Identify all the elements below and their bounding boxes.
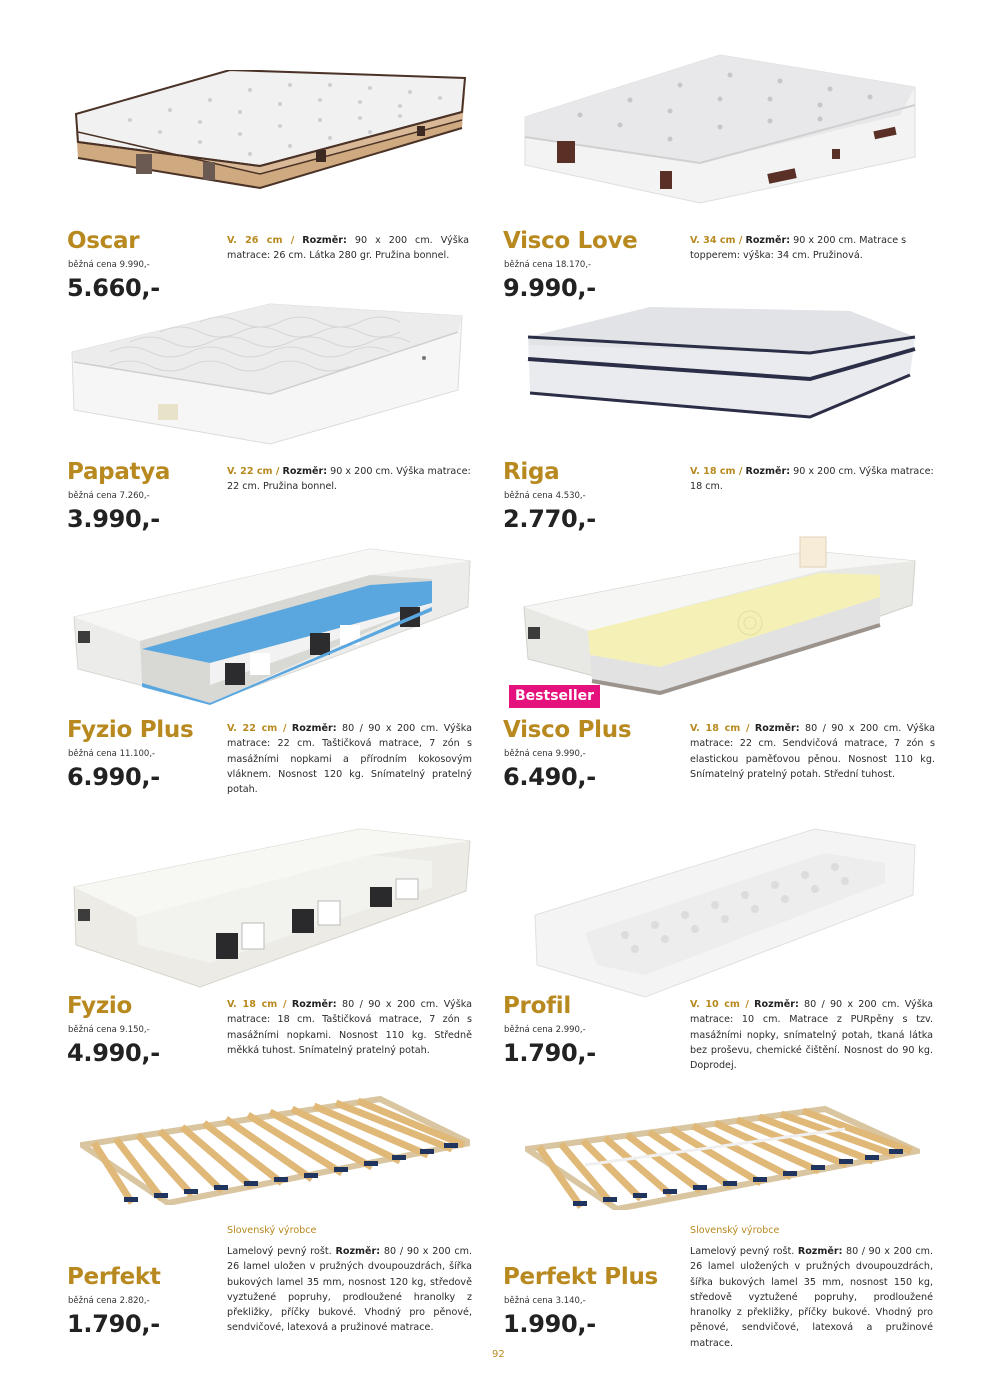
sale-price: 4.990,- [67, 1039, 160, 1067]
papatya-mattress-image [70, 302, 470, 447]
regular-price: běžná cena 11.100,- [68, 749, 156, 759]
perfekt-plus-slatted-base-image [525, 1105, 920, 1210]
description-text: 80 / 90 x 200 cm. 26 lamel uložen v pružných dvoupouzdrách, šířka bukových lamel 35 mm, nosnost 120 kg, středově vyztužené popruhy, prodloužené hranolky z překližky, příčky bukové. Vhodný pro pěnové, sendvičové, latexová a pružinové matrace. [227, 1246, 472, 1334]
product-description [690, 464, 935, 495]
size-label: Rozměr: [335, 1246, 381, 1257]
sale-price: 5.660,- [67, 274, 160, 302]
regular-price: běžná cena 7.260,- [68, 491, 150, 501]
regular-price: běžná cena 4.530,- [504, 491, 586, 501]
regular-price: běžná cena 18.170,- [504, 260, 592, 270]
description-text: 80 / 90 x 200 cm. Výška matrace: 22 cm. Taštičková matrace, 7 zón s masážními nopkami a přírodním kokosovým vláknem. Nosnost 120 kg. Snímatelný pratelný potah. [227, 723, 472, 796]
product-description [227, 721, 472, 797]
sale-price: 1.790,- [67, 1310, 160, 1338]
product-name: Riga [503, 459, 560, 485]
regular-price: běžná cena 9.150,- [68, 1025, 150, 1035]
description-text: 80 / 90 x 200 cm. 26 lamel uložených v pružných dvoupouzdrách, šířka bukových lamel 35 mm, nosnost 150 kg, středově vyztužené popruhy, prodloužené hranolky z překližky, příčky bukové. Vhodný pro pěnové, sendvičové, latexová a pružinové matrace. [690, 1246, 933, 1349]
product-name: Perfekt Plus [503, 1264, 658, 1290]
fyzio-plus-mattress-image [70, 545, 475, 705]
height-spec: V. 34 cm / [690, 235, 743, 246]
height-spec: V. 26 cm / [227, 235, 295, 246]
height-spec: V. 18 cm / [227, 999, 287, 1010]
product-name: Perfekt [67, 1264, 161, 1290]
product-name: Fyzio [67, 993, 133, 1019]
product-description [227, 464, 472, 495]
product-name: Visco Plus [503, 717, 632, 743]
sale-price: 1.990,- [503, 1310, 596, 1338]
description-text: 90 x 200 cm. Výška matrace: 22 cm. Pružina bonnel. [227, 466, 471, 493]
product-name: Oscar [67, 228, 140, 254]
product-description [227, 1244, 472, 1336]
height-spec: V. 22 cm / [227, 723, 287, 734]
size-label: Rozměr: [302, 235, 347, 246]
height-spec: V. 22 cm / [227, 466, 280, 477]
manufacturer-note: Slovenský výrobce [227, 1225, 317, 1236]
regular-price: běžná cena 3.140,- [504, 1296, 586, 1306]
size-label: Rozměr: [797, 1246, 843, 1257]
size-label: Rozměr: [754, 999, 799, 1010]
sale-price: 9.990,- [503, 274, 596, 302]
description-text: 90 x 200 cm. Matrace s topperem: výška: 34 cm. Pružinová. [690, 235, 907, 262]
height-spec: V. 10 cm / [690, 999, 749, 1010]
size-label: Rozměr: [282, 466, 328, 477]
product-description [690, 233, 935, 264]
intro-text: Lamelový pevný rošt. [227, 1246, 336, 1257]
description-text: 90 x 200 cm. Výška matrace: 26 cm. Látka 280 gr. Pružina bonnel. [227, 235, 469, 262]
product-name: Papatya [67, 459, 171, 485]
product-name: Profil [503, 993, 571, 1019]
product-description [227, 233, 469, 264]
profil-mattress-image [525, 825, 920, 1000]
riga-mattress-image [520, 305, 920, 420]
visco-love-mattress-image [520, 45, 920, 205]
product-name: Fyzio Plus [67, 717, 194, 743]
sale-price: 3.990,- [67, 505, 160, 533]
description-text: 80 / 90 x 200 cm. Výška matrace: 18 cm. Taštičková matrace, 7 zón s masážními nopkami. Nosnost 110 kg. Středně měkká tuhost. Snímatelný pratelný potah. [227, 999, 472, 1056]
product-description [227, 997, 472, 1058]
sale-price: 2.770,- [503, 505, 596, 533]
fyzio-mattress-image [70, 825, 475, 990]
oscar-mattress-image [70, 70, 470, 210]
perfekt-slatted-base-image [80, 1095, 470, 1205]
sale-price: 6.990,- [67, 763, 160, 791]
size-label: Rozměr: [754, 723, 800, 734]
sale-price: 6.490,- [503, 763, 596, 791]
bestseller-badge: Bestseller [509, 685, 600, 708]
visco-plus-mattress-image [520, 535, 920, 695]
manufacturer-note: Slovenský výrobce [690, 1225, 780, 1236]
size-label: Rozměr: [291, 723, 337, 734]
height-spec: V. 18 cm / [690, 723, 750, 734]
description-text: 80 / 90 x 200 cm. Výška matrace: 22 cm. Sendvičová matrace, 7 zón s elastickou paměťovou pěnou. Nosnost 110 kg. Snímatelný pratelný potah. Střední tuhost. [690, 723, 935, 780]
product-description [690, 1244, 933, 1351]
description-text: 90 x 200 cm. Výška matrace: 18 cm. [690, 466, 934, 493]
size-label: Rozměr: [745, 235, 791, 246]
regular-price: běžná cena 2.820,- [68, 1296, 150, 1306]
page-number: 92 [492, 1349, 505, 1360]
product-name: Visco Love [503, 228, 638, 254]
description-text: 80 / 90 x 200 cm. Výška matrace: 10 cm. Matrace z PURpěny s tzv. masážními nopky, snímatelný potah, tkaná látka bez proševu, chemické čištění. Nosnost do 90 kg. Doprodej. [690, 999, 933, 1072]
regular-price: běžná cena 9.990,- [504, 749, 586, 759]
regular-price: běžná cena 2.990,- [504, 1025, 586, 1035]
regular-price: běžná cena 9.990,- [68, 260, 150, 270]
size-label: Rozměr: [745, 466, 791, 477]
height-spec: V. 18 cm / [690, 466, 743, 477]
sale-price: 1.790,- [503, 1039, 596, 1067]
product-description [690, 997, 933, 1073]
intro-text: Lamelový pevný rošt. [690, 1246, 798, 1257]
size-label: Rozměr: [291, 999, 337, 1010]
product-description [690, 721, 935, 782]
